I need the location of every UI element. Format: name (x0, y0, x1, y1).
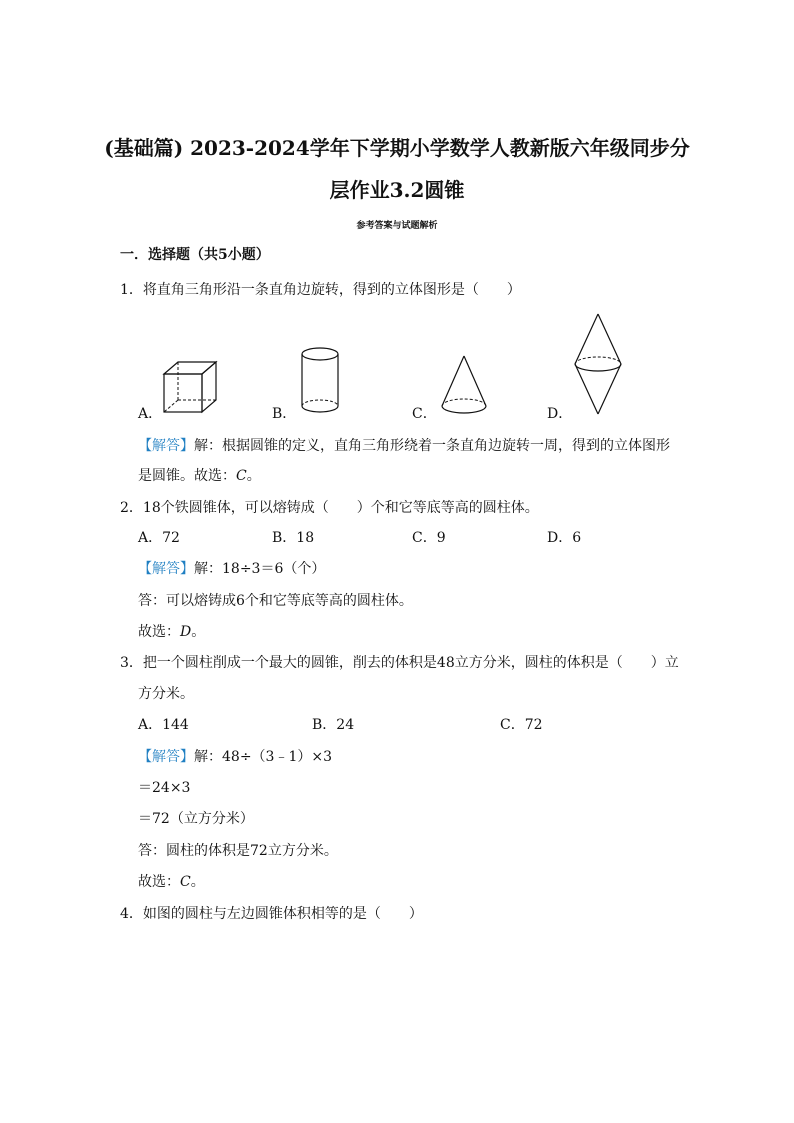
question-4-stem: 4．如图的圆柱与左边圆锥体积相等的是（ ） (120, 906, 423, 922)
cube-icon (162, 360, 220, 414)
q2-solution-line-2: 答：可以熔铸成6个和它等底等高的圆柱体。 (138, 593, 413, 609)
q2-answer-tag: 【解答】 (138, 561, 194, 577)
q3-solution-line-1: 【解答】解：48÷（3﹣1）×3 (138, 749, 332, 765)
q1-solution-line-1: 【解答】解：根据圆锥的定义，直角三角形绕着一条直角边旋转一周，得到的立体图形 (138, 438, 670, 454)
q1-option-d-label: D． (547, 406, 573, 422)
q3-answer-tag: 【解答】 (138, 749, 194, 765)
q3-option-a: A．144 (138, 717, 189, 733)
q1-answer-tag: 【解答】 (138, 438, 194, 454)
q3-solution-line-4: 答：圆柱的体积是72立方分米。 (138, 843, 338, 859)
q1-option-a-label: A． (138, 406, 163, 422)
question-2-stem: 2．18个铁圆锥体，可以熔铸成（ ）个和它等底等高的圆柱体。 (120, 500, 539, 516)
q2-option-a: A．72 (138, 530, 180, 546)
q3-option-b: B．24 (312, 717, 355, 733)
q3-solution-line-5: 故选：C。 (138, 874, 205, 890)
double-cone-icon (573, 312, 623, 416)
cone-icon (440, 354, 488, 416)
question-3-stem-line-1: 3．把一个圆柱削成一个最大的圆锥，削去的体积是48立方分米，圆柱的体积是（ ）立 (120, 655, 679, 671)
q3-option-c: C．72 (500, 717, 543, 733)
page-title-line-2: 层作业3.2圆锥 (329, 178, 465, 202)
page-title-line-1: (基础篇) 2023-2024学年下学期小学数学人教新版六年级同步分 (104, 136, 690, 160)
cylinder-icon (300, 346, 340, 414)
section-header: 一．选择题（共5小题） (120, 247, 270, 263)
q1-option-b-label: B． (272, 406, 297, 422)
q2-option-c: C．9 (412, 530, 446, 546)
q1-solution-line-2: 是圆锥。故选：C。 (138, 468, 261, 484)
page-subtitle: 参考答案与试题解析 (356, 221, 438, 231)
question-3-stem-line-2: 方分米。 (138, 686, 194, 702)
q2-option-b: B．18 (272, 530, 315, 546)
q2-solution-line-3: 故选：D。 (138, 624, 206, 640)
q3-solution-line-2: ＝24×3 (138, 780, 191, 796)
q3-solution-line-3: ＝72（立方分米） (138, 811, 254, 827)
q1-option-c-label: C． (412, 406, 437, 422)
q2-solution-line-1: 【解答】解：18÷3＝6（个） (138, 561, 326, 577)
question-1-stem: 1．将直角三角形沿一条直角边旋转，得到的立体图形是（ ） (120, 282, 521, 298)
q2-option-d: D．6 (547, 530, 582, 546)
